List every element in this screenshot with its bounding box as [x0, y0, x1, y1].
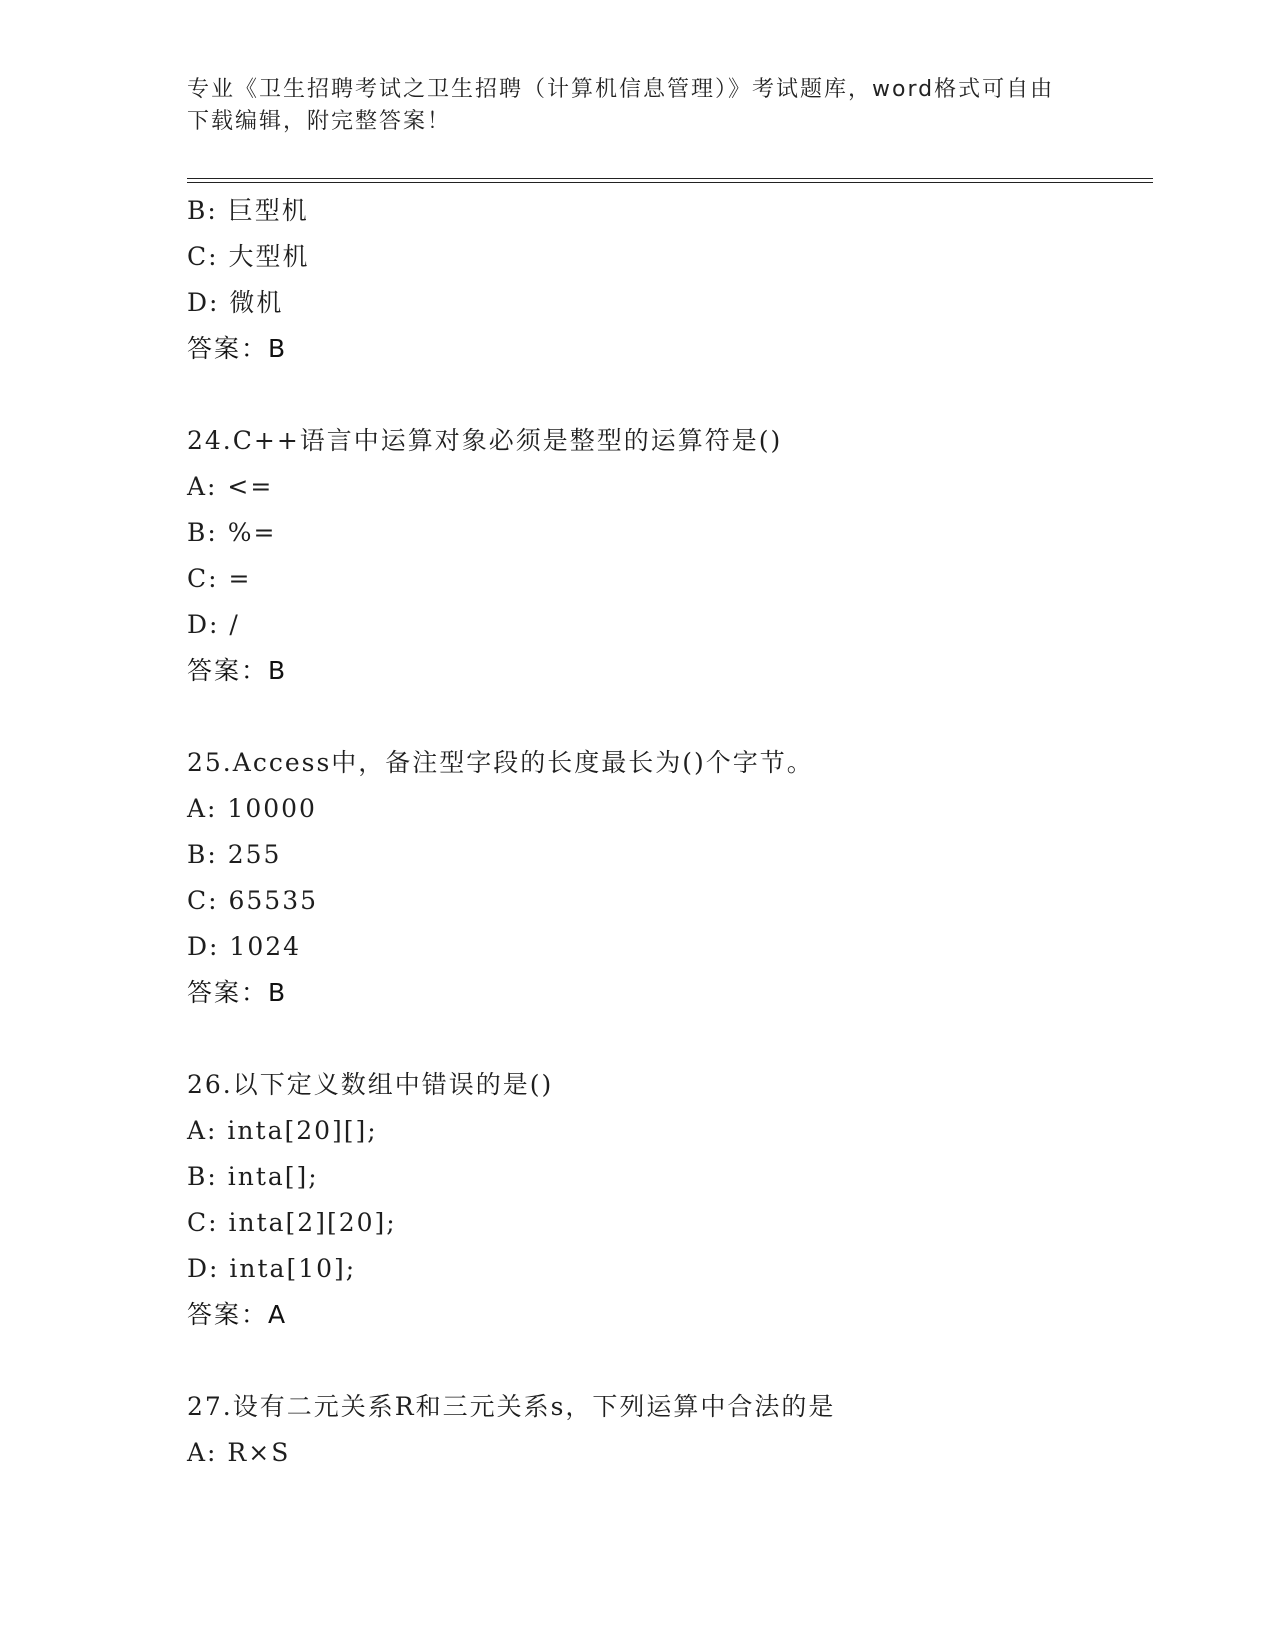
question-stem: 26.以下定义数组中错误的是() [187, 1070, 554, 1099]
option-line: C: inta[2][20]; [187, 1208, 397, 1237]
question-list [187, 188, 1153, 1476]
option-line: C: 65535 [187, 886, 319, 915]
answer-line: 答案：B [187, 334, 288, 363]
option-line: C: = [187, 564, 252, 593]
question-stem: 27.设有二元关系R和三元关系s，下列运算中合法的是 [187, 1392, 836, 1421]
option-line: B: 255 [187, 840, 282, 869]
option-line: D: 1024 [187, 932, 302, 961]
document-header: 专业《卫生招聘考试之卫生招聘（计算机信息管理）》考试题库，word格式可自由下载编辑，附完整答案！ [187, 77, 1055, 134]
answer-line: 答案：B [187, 978, 288, 1007]
question-24 [187, 418, 1153, 694]
option-line: D: 微机 [187, 288, 284, 317]
option-line: B: inta[]; [187, 1162, 319, 1191]
option-line: B: %= [187, 518, 277, 547]
option-line: D: inta[10]; [187, 1254, 357, 1283]
option-line: C: 大型机 [187, 242, 310, 271]
question-27 [187, 1384, 1153, 1476]
header-divider-top [187, 178, 1153, 179]
answer-line: 答案：B [187, 656, 288, 685]
option-line: B: 巨型机 [187, 196, 309, 225]
option-line: A: <= [187, 472, 274, 501]
question-stem: 24.C++语言中运算对象必须是整型的运算符是() [187, 426, 783, 455]
option-line: A: inta[20][]; [187, 1116, 378, 1145]
option-line: A: R×S [187, 1438, 291, 1467]
question-23-continuation [187, 188, 1153, 372]
option-line: A: 10000 [187, 794, 317, 823]
question-stem: 25.Access中，备注型字段的长度最长为()个字节。 [187, 748, 814, 777]
question-25 [187, 740, 1153, 1016]
answer-line: 答案：A [187, 1300, 288, 1329]
option-line: D: / [187, 610, 240, 639]
question-26 [187, 1062, 1153, 1338]
header-divider-bottom [187, 182, 1153, 183]
